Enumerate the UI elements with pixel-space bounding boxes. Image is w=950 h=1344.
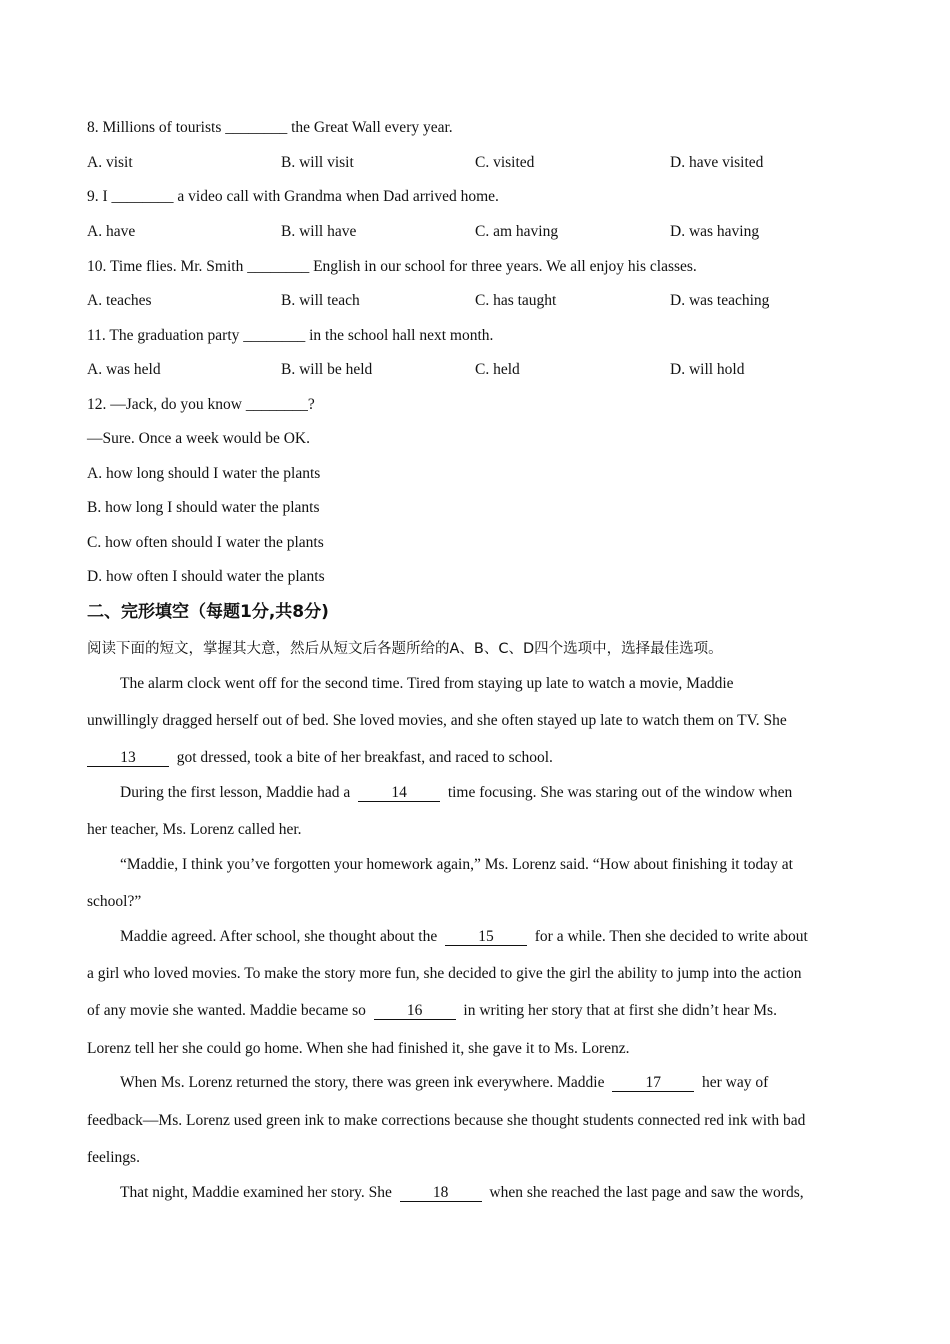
blank-13[interactable]: 13 [87, 750, 169, 767]
question-8-option-a: A. visit [87, 154, 133, 171]
passage-text: in writing her story that at first she didn’t hear Ms. [463, 1002, 777, 1019]
passage-line: “Maddie, I think you’ve forgotten your homework again,” Ms. Lorenz said. “How about finishing it today at [120, 856, 793, 873]
question-10-option-c: C. has taught [475, 292, 557, 309]
passage-text: her way of [701, 1074, 769, 1091]
blank-15[interactable]: 15 [445, 929, 527, 946]
question-8-option-d: D. have visited [670, 154, 764, 171]
passage-line-with-blank [87, 1001, 777, 1021]
passage-line: unwillingly dragged herself out of bed. She loved movies, and she often stayed up late to watch them on TV. She [87, 712, 787, 729]
passage-text: for a while. Then she decided to write about [534, 928, 808, 945]
passage-line-with-blank [120, 783, 792, 803]
question-10-option-a: A. teaches [87, 292, 152, 309]
passage-text: That night, Maddie examined her story. She [120, 1184, 392, 1201]
question-10-option-b: B. will teach [281, 292, 360, 309]
passage-line-with-blank [87, 748, 553, 768]
passage-line: a girl who loved movies. To make the story more fun, she decided to give the girl the ability to jump into the action [87, 965, 802, 982]
passage-text: When Ms. Lorenz returned the story, there was green ink everywhere. Maddie [120, 1074, 605, 1091]
question-10-stem: 10. Time flies. Mr. Smith ________ English in our school for three years. We all enjoy his classes. [87, 258, 697, 275]
blank-16[interactable]: 16 [374, 1003, 456, 1020]
passage-text: During the first lesson, Maddie had a [120, 784, 351, 801]
question-9-option-a: A. have [87, 223, 136, 240]
question-12-option-b: B. how long I should water the plants [87, 499, 320, 516]
question-9-option-c: C. am having [475, 223, 559, 240]
passage-line-with-blank [120, 1183, 804, 1203]
passage-line: The alarm clock went off for the second time. Tired from staying up late to watch a movie, Maddie [120, 675, 734, 692]
passage-line-with-blank [120, 1073, 768, 1093]
question-8-option-b: B. will visit [281, 154, 354, 171]
question-9-stem: 9. I ________ a video call with Grandma when Dad arrived home. [87, 188, 499, 205]
blank-14[interactable]: 14 [358, 785, 440, 802]
passage-text: Maddie agreed. After school, she thought about the [120, 928, 438, 945]
question-11-option-b: B. will be held [281, 361, 373, 378]
question-12-option-a: A. how long should I water the plants [87, 465, 321, 482]
passage-line-with-blank [120, 927, 808, 947]
question-8-option-c: C. visited [475, 154, 535, 171]
blank-17[interactable]: 17 [612, 1075, 694, 1092]
passage-line: feedback—Ms. Lorenz used green ink to make corrections because she thought students connected red ink with bad [87, 1112, 806, 1129]
question-12-reply: —Sure. Once a week would be OK. [87, 430, 310, 447]
question-12-option-d: D. how often I should water the plants [87, 568, 325, 585]
question-11-option-d: D. will hold [670, 361, 745, 378]
passage-line: school?” [87, 893, 142, 910]
section-instruction: 阅读下面的短文，掌握其大意，然后从短文后各题所给的A、B、C、D四个选项中，选择最佳选项。 [87, 641, 723, 657]
question-9-option-d: D. was having [670, 223, 760, 240]
passage-text: when she reached the last page and saw the words, [489, 1184, 804, 1201]
passage-text: got dressed, took a bite of her breakfast, and raced to school. [176, 749, 553, 766]
question-9-option-b: B. will have [281, 223, 357, 240]
section-title: 二、完形填空（每题1分,共8分) [87, 602, 329, 622]
blank-18[interactable]: 18 [400, 1185, 482, 1202]
passage-line: Lorenz tell her she could go home. When she had finished it, she gave it to Ms. Lorenz. [87, 1040, 630, 1057]
question-8-stem: 8. Millions of tourists ________ the Great Wall every year. [87, 119, 453, 136]
question-11-option-a: A. was held [87, 361, 161, 378]
passage-text: time focusing. She was staring out of the window when [447, 784, 793, 801]
question-10-option-d: D. was teaching [670, 292, 770, 309]
question-12-stem: 12. —Jack, do you know ________? [87, 396, 315, 413]
question-12-option-c: C. how often should I water the plants [87, 534, 324, 551]
question-11-stem: 11. The graduation party ________ in the school hall next month. [87, 327, 494, 344]
passage-line: her teacher, Ms. Lorenz called her. [87, 821, 302, 838]
passage-text: of any movie she wanted. Maddie became so [87, 1002, 366, 1019]
passage-line: feelings. [87, 1149, 140, 1166]
question-11-option-c: C. held [475, 361, 520, 378]
